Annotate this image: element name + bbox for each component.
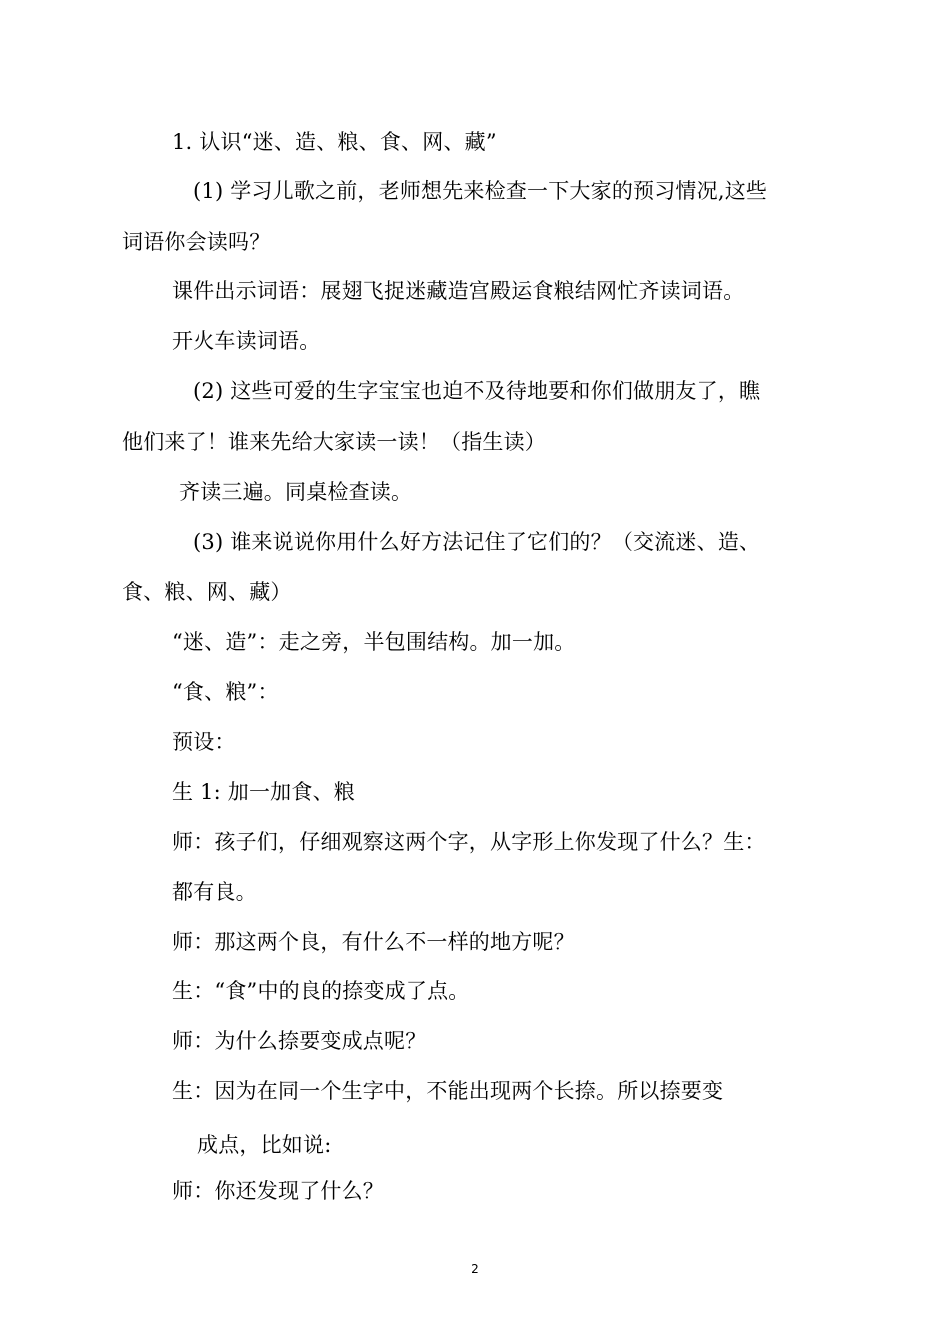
paragraph-line: 师：孩子们，仔细观察这两个字，从字形上你发现了什么？生： — [172, 830, 766, 854]
paragraph-line: 开火车读词语。 — [172, 329, 321, 353]
paragraph-line: “食、粮”： — [172, 680, 279, 704]
paragraph-line: (3) 谁来说说你用什么好方法记住了它们的？（交流迷、造、 — [193, 530, 761, 554]
paragraph-line: 师：为什么捺要变成点呢？ — [172, 1029, 427, 1053]
paragraph-line: “迷、造”：走之旁，半包围结构。加一加。 — [172, 630, 576, 654]
paragraph-line: 词语你会读吗？ — [122, 230, 271, 254]
heading-line: 1. 认识“迷、造、粮、食、网、藏” — [172, 130, 497, 154]
paragraph-line: 他们来了！谁来先给大家读一读！（指生读） — [122, 430, 546, 454]
paragraph-line: 生：“食”中的良的捺变成了点。 — [172, 979, 470, 1003]
page-number: 2 — [471, 1262, 479, 1276]
paragraph-line: (1) 学习儿歌之前，老师想先来检查一下大家的预习情况,这些 — [193, 179, 768, 203]
paragraph-line: 食、粮、网、藏） — [122, 580, 292, 604]
paragraph-line: 师：那这两个良，有什么不一样的地方呢？ — [172, 930, 575, 954]
paragraph-line: 师：你还发现了什么？ — [172, 1179, 384, 1203]
paragraph-line: 预设： — [172, 730, 236, 754]
paragraph-line: 成点，比如说: — [197, 1133, 332, 1157]
paragraph-line: (2) 这些可爱的生字宝宝也迫不及待地要和你们做朋友了，瞧 — [193, 379, 761, 403]
paragraph-line: 齐读三遍。同桌检查读。 — [179, 480, 413, 504]
paragraph-line: 课件出示词语：展翅飞捉迷藏造宫殿运食粮结网忙齐读词语。 — [172, 279, 745, 303]
paragraph-line: 生：因为在同一个生字中，不能出现两个长捺。所以捺要变 — [172, 1079, 724, 1103]
paragraph-line: 生 1: 加一加食、粮 — [172, 780, 355, 804]
paragraph-line: 都有良。 — [172, 880, 257, 904]
